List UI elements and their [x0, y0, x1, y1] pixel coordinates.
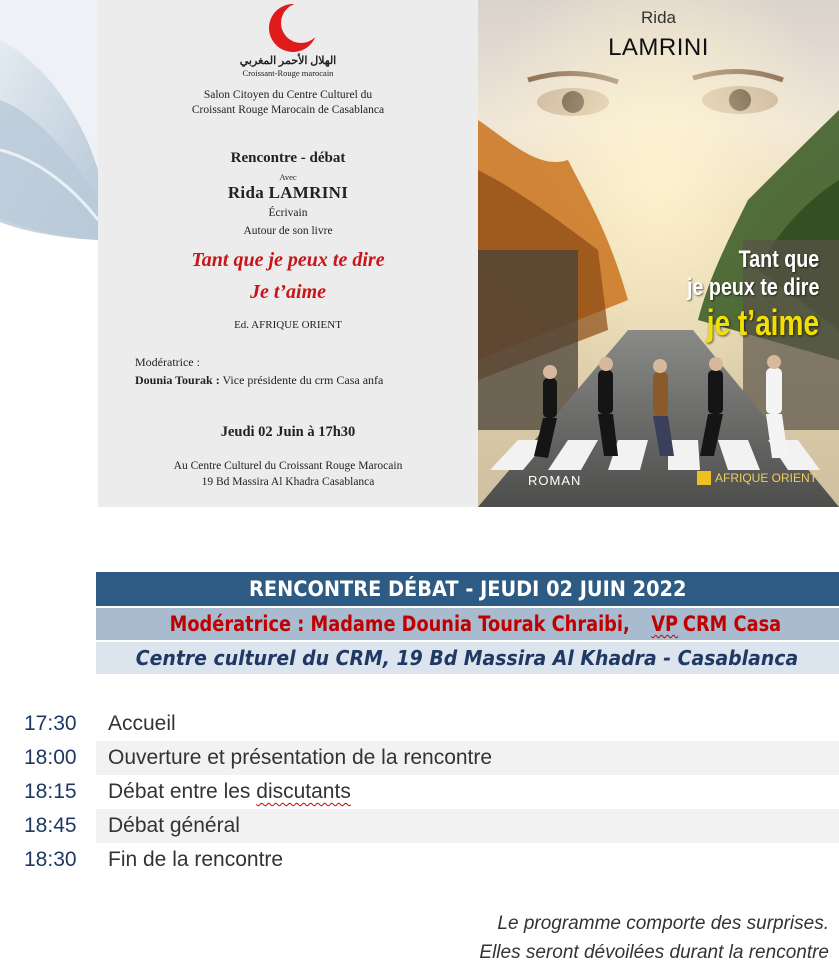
banner-moderator-row	[96, 608, 839, 640]
red-crescent-logo-icon	[267, 2, 319, 54]
moderator-label: Modératrice :	[135, 355, 200, 369]
banner-moderator-vp: VP	[650, 612, 678, 636]
schedule-label: Ouverture et présentation de la rencontre	[96, 741, 839, 775]
schedule-label-misspelled: discutants	[256, 780, 351, 803]
schedule-row	[0, 775, 839, 809]
venue-address	[98, 458, 478, 490]
moderator-line	[135, 373, 383, 388]
banner-moderator-prefix: Modératrice : Madame Dounia Tourak Chraibi,	[169, 612, 630, 636]
schedule-row	[0, 707, 839, 741]
schedule-label: Fin de la rencontre	[108, 848, 284, 871]
schedule-time: 18:15	[24, 780, 77, 803]
schedule-label: Accueil	[108, 712, 176, 735]
moderator-role: Vice présidente du crm Casa anfa	[219, 373, 384, 387]
avec-label: Avec	[279, 172, 297, 182]
cover-publisher	[697, 471, 817, 485]
event-type: Rencontre - débat	[230, 150, 346, 166]
banner-moderator	[149, 608, 785, 640]
salon-line-1: Salon Citoyen du Centre Culturel du	[203, 89, 373, 101]
footer-note-line-1: Le programme comporte des surprises.	[497, 913, 829, 934]
logo-arabic-text: الهلال الأحمر المغربي	[239, 55, 337, 67]
schedule-time: 18:45	[24, 814, 77, 837]
schedule-row	[0, 843, 839, 877]
schedule-label: Débat général	[96, 809, 839, 843]
edition-label: Ed. AFRIQUE ORIENT	[234, 319, 342, 331]
publisher-logo-icon	[697, 471, 711, 485]
book-title-line-1: Tant que je peux te dire	[191, 249, 385, 271]
autour-label: Autour de son livre	[243, 225, 333, 237]
cover-title-line-2: je peux te dire	[686, 274, 819, 301]
banner-location-row	[96, 642, 839, 674]
event-banner	[96, 572, 839, 674]
cover-author-first: Rida	[641, 8, 676, 27]
banner-moderator-suffix: CRM Casa	[682, 612, 782, 636]
venue-line-2: 19 Bd Massira Al Khadra Casablanca	[201, 476, 375, 488]
schedule-label	[96, 775, 839, 809]
event-date: Jeudi 02 Juin à 17h30	[220, 424, 356, 440]
author-name: Rida LAMRINI	[227, 183, 349, 202]
schedule-time: 17:30	[24, 712, 77, 735]
cover-title-line-1: Tant que	[738, 246, 819, 273]
decorative-swoosh	[0, 0, 98, 240]
book-title-line-2: Je t’aime	[249, 281, 327, 303]
banner-title-row	[96, 572, 839, 606]
logo-french-text: Croissant-Rouge marocain	[242, 68, 334, 78]
footer-note-line-2: Elles seront dévoilées durant la rencontre	[479, 942, 829, 963]
cover-genre: ROMAN	[528, 473, 582, 488]
moderator-name: Dounia Tourak :	[135, 373, 220, 387]
schedule-time: 18:30	[24, 848, 77, 871]
schedule-row	[0, 741, 839, 775]
publisher-name: AFRIQUE ORIENT	[715, 471, 818, 485]
cover-author-last: LAMRINI	[608, 34, 709, 61]
cover-title-line-3: je t’aime	[706, 302, 819, 343]
salon-line-2: Croissant Rouge Marocain de Casablanca	[191, 104, 385, 116]
schedule-label-prefix: Débat entre les	[108, 780, 257, 803]
venue-line-1: Au Centre Culturel du Croissant Rouge Marocain	[173, 460, 403, 472]
schedule-time: 18:00	[24, 746, 77, 769]
salon-title	[98, 88, 478, 118]
invitation-card	[98, 0, 478, 507]
banner-title: RENCONTRE DÉBAT - JEUDI 02 JUIN 2022	[248, 577, 687, 601]
author-role: Écrivain	[268, 207, 308, 219]
banner-location: Centre culturel du CRM, 19 Bd Massira Al Khadra - Casablanca	[136, 646, 799, 670]
program-schedule	[0, 707, 839, 877]
book-cover-image	[478, 0, 839, 507]
schedule-row	[0, 809, 839, 843]
